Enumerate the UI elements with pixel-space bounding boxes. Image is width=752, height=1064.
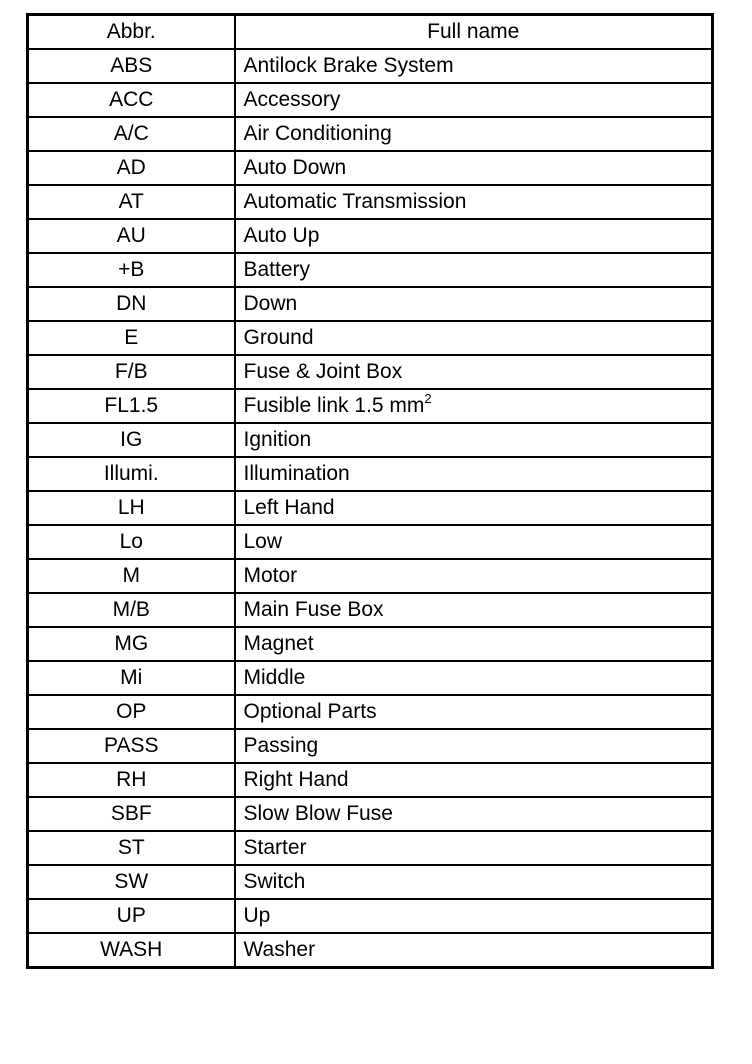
full-name-text: Switch [243, 870, 306, 893]
table-row [28, 491, 713, 525]
full-name-text: Starter [243, 836, 307, 859]
full-name-cell [235, 729, 713, 763]
full-name-cell [235, 253, 713, 287]
table-row [28, 355, 713, 389]
full-name-text: Up [243, 904, 271, 927]
full-name-text: Magnet [243, 632, 314, 655]
table-header-row [28, 15, 713, 50]
abbreviation-cell: PASS [28, 729, 235, 763]
full-name-cell [235, 151, 713, 185]
full-name-text: Antilock Brake System [243, 54, 454, 77]
table-row [28, 661, 713, 695]
full-name-cell [235, 865, 713, 899]
abbreviation-cell: Lo [28, 525, 235, 559]
table-row [28, 287, 713, 321]
full-name-cell [235, 491, 713, 525]
table-row [28, 695, 713, 729]
table-row [28, 797, 713, 831]
full-name-text: Fusible link 1.5 mm [243, 394, 425, 417]
full-name-text: Down [243, 292, 298, 315]
table-row [28, 321, 713, 355]
abbreviation-cell: RH [28, 763, 235, 797]
table-row [28, 83, 713, 117]
abbreviation-cell: LH [28, 491, 235, 525]
table-row [28, 185, 713, 219]
table-row [28, 49, 713, 83]
abbreviation-cell: MG [28, 627, 235, 661]
table-row [28, 525, 713, 559]
table-row [28, 423, 713, 457]
table-row [28, 865, 713, 899]
full-name-text: Accessory [243, 88, 341, 111]
abbreviation-cell: AD [28, 151, 235, 185]
full-name-cell [235, 321, 713, 355]
full-name-cell [235, 695, 713, 729]
abbreviation-cell: ACC [28, 83, 235, 117]
table-row [28, 253, 713, 287]
full-name-cell [235, 117, 713, 151]
abbreviation-cell: WASH [28, 933, 235, 968]
full-name-cell [235, 831, 713, 865]
full-name-cell [235, 287, 713, 321]
full-name-text: Middle [243, 666, 306, 689]
abbreviation-cell: ABS [28, 49, 235, 83]
abbreviation-cell: FL1.5 [28, 389, 235, 423]
full-name-text: Fuse & Joint Box [243, 360, 403, 383]
full-name-text: Optional Parts [243, 700, 377, 723]
full-name-text: Right Hand [243, 768, 349, 791]
full-name-text: Low [243, 530, 283, 553]
full-name-cell [235, 763, 713, 797]
abbreviation-cell: F/B [28, 355, 235, 389]
full-name-text: Slow Blow Fuse [243, 802, 393, 825]
abbreviation-cell: UP [28, 899, 235, 933]
full-name-cell [235, 355, 713, 389]
full-name-text: Illumination [243, 462, 350, 485]
abbreviation-cell: IG [28, 423, 235, 457]
full-name-cell [235, 389, 713, 423]
full-name-cell [235, 457, 713, 491]
abbreviation-cell: E [28, 321, 235, 355]
full-name-text: Air Conditioning [243, 122, 392, 145]
table-row [28, 117, 713, 151]
full-name-cell [235, 219, 713, 253]
full-name-text: Ignition [243, 428, 312, 451]
full-name-cell [235, 661, 713, 695]
full-name-text: Ground [243, 326, 314, 349]
abbreviation-cell: AT [28, 185, 235, 219]
full-name-cell [235, 933, 713, 968]
table-row [28, 729, 713, 763]
full-name-cell [235, 593, 713, 627]
full-name-text: Automatic Transmission [243, 190, 467, 213]
full-name-text: Passing [243, 734, 319, 757]
abbreviation-cell: SBF [28, 797, 235, 831]
abbreviation-cell: M/B [28, 593, 235, 627]
table-row [28, 559, 713, 593]
table-row [28, 627, 713, 661]
column-header-abbr: Abbr. [28, 15, 235, 50]
full-name-text: Auto Up [243, 224, 320, 247]
full-name-cell [235, 559, 713, 593]
abbreviation-cell: DN [28, 287, 235, 321]
abbreviation-cell: SW [28, 865, 235, 899]
table-row [28, 831, 713, 865]
table-row [28, 389, 713, 423]
abbreviation-cell: M [28, 559, 235, 593]
table-row [28, 899, 713, 933]
abbreviation-cell: ST [28, 831, 235, 865]
full-name-text: Auto Down [243, 156, 347, 179]
table-body [28, 49, 713, 968]
full-name-cell [235, 49, 713, 83]
superscript-text: 2 [424, 391, 432, 406]
abbreviation-cell: OP [28, 695, 235, 729]
abbreviation-cell: +B [28, 253, 235, 287]
table-row [28, 763, 713, 797]
abbreviation-cell: AU [28, 219, 235, 253]
abbreviation-table [26, 13, 714, 969]
table-row [28, 593, 713, 627]
full-name-text: Battery [243, 258, 311, 281]
full-name-cell [235, 83, 713, 117]
full-name-cell [235, 525, 713, 559]
table-row [28, 933, 713, 968]
full-name-text: Washer [243, 938, 316, 961]
abbreviation-cell: A/C [28, 117, 235, 151]
table-row [28, 457, 713, 491]
table-row [28, 151, 713, 185]
abbreviation-cell: Illumi. [28, 457, 235, 491]
full-name-text: Motor [243, 564, 298, 587]
full-name-text: Main Fuse Box [243, 598, 384, 621]
abbreviation-cell: Mi [28, 661, 235, 695]
full-name-cell [235, 899, 713, 933]
column-header-full-name: Full name [235, 15, 713, 50]
full-name-cell [235, 797, 713, 831]
table-row [28, 219, 713, 253]
full-name-cell [235, 423, 713, 457]
full-name-text: Left Hand [243, 496, 335, 519]
full-name-cell [235, 627, 713, 661]
full-name-cell [235, 185, 713, 219]
